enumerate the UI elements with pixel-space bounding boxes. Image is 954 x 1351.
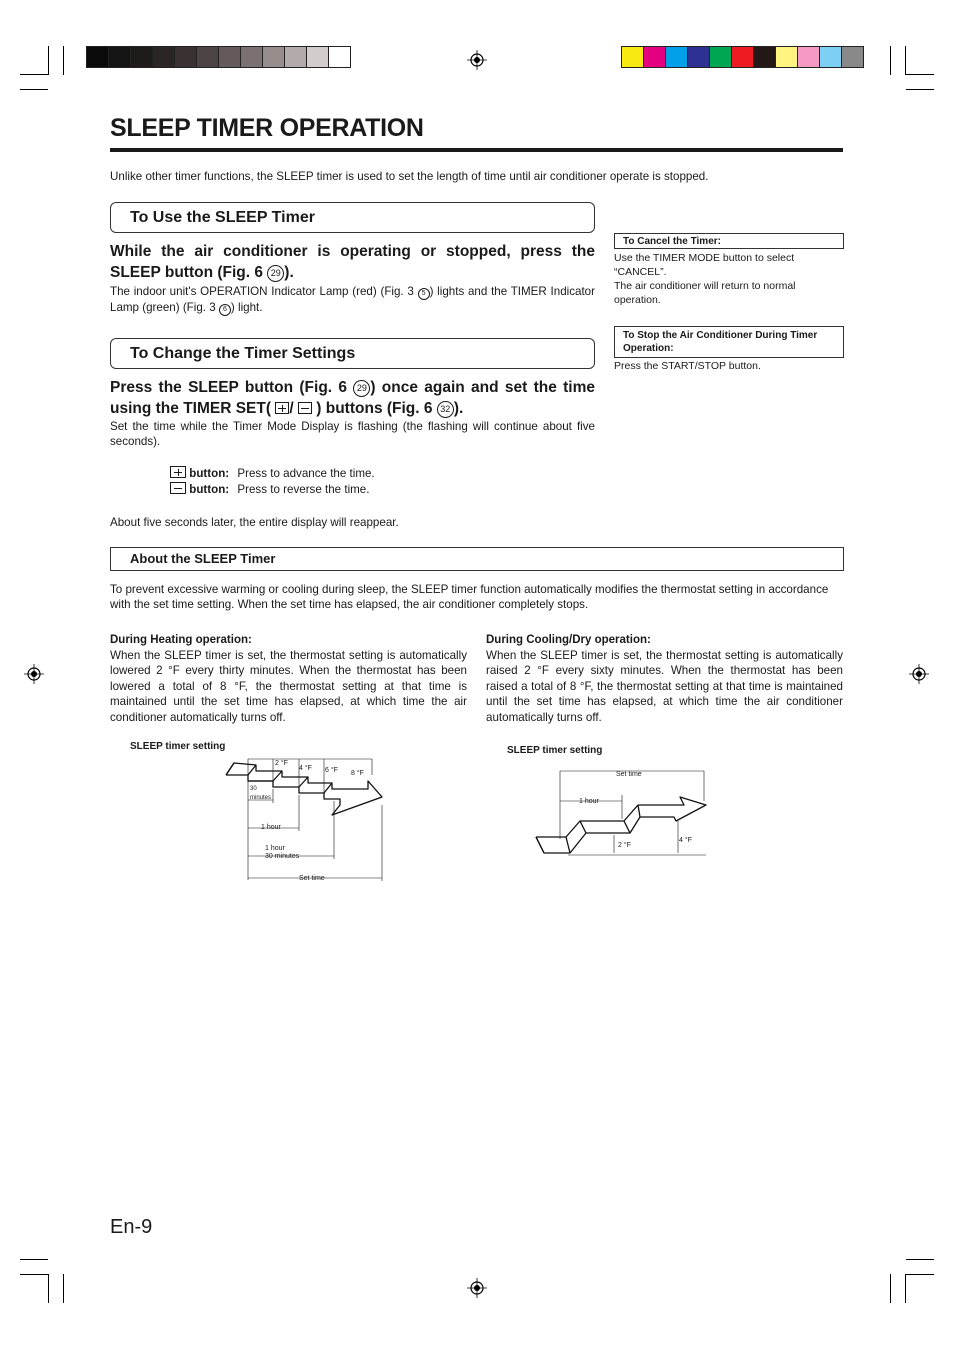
color-swatch [666, 47, 688, 67]
section-heading-text: About the SLEEP Timer [130, 551, 276, 566]
crop-mark [906, 74, 934, 75]
button-desc: Press to advance the time. [237, 467, 375, 480]
plus-icon [275, 402, 289, 414]
section-heading-text: To Use the SLEEP Timer [130, 209, 315, 226]
cooling-diagram-title: SLEEP timer setting [507, 745, 603, 756]
crop-mark [905, 46, 906, 75]
minus-button-explanation [170, 482, 369, 497]
crop-mark [890, 1274, 891, 1303]
color-swatch [732, 47, 754, 67]
description-text: The indoor unit's OPERATION Indicator Lamp (red) (Fig. 3 [110, 285, 418, 298]
use-timer-instruction [110, 241, 595, 283]
section-heading-use-sleep-timer [110, 202, 595, 233]
diagram-label: Set time [299, 875, 325, 882]
crop-mark [63, 1274, 64, 1303]
instruction-text: ). [284, 264, 294, 281]
color-swatch [175, 47, 197, 67]
crop-mark [48, 1274, 49, 1303]
diagram-label: 2 °F [618, 842, 631, 849]
figure-number-badge: 29 [353, 380, 370, 397]
crop-mark [890, 46, 891, 75]
button-label: button: [189, 467, 230, 480]
color-swatch [109, 47, 131, 67]
crop-mark [906, 1274, 934, 1275]
color-swatch [131, 47, 153, 67]
instruction-text: / [289, 400, 298, 417]
cancel-line: The air conditioner will return to normal operation. [614, 280, 796, 306]
heating-heading: During Heating operation: [110, 634, 252, 646]
crop-mark [906, 89, 934, 90]
crop-mark [905, 1274, 906, 1303]
cancel-timer-text [614, 251, 844, 307]
color-swatch [197, 47, 219, 67]
page-number: En-9 [110, 1216, 153, 1238]
cooling-sleep-timer-diagram [530, 765, 720, 865]
crop-mark [20, 1259, 48, 1260]
diagram-label: minutes [250, 795, 272, 801]
description-text: ) lights and the TIMER Indicator Lamp (green) (Fig. 3 [110, 285, 595, 314]
plus-icon [170, 466, 186, 478]
crop-mark [906, 1259, 934, 1260]
section-heading-change-settings [110, 338, 595, 369]
color-swatch [87, 47, 109, 67]
color-swatch [820, 47, 842, 67]
crop-mark [20, 89, 48, 90]
minus-icon [298, 402, 312, 414]
heating-sleep-timer-diagram [220, 755, 390, 885]
color-swatch [644, 47, 666, 67]
color-swatch [241, 47, 263, 67]
color-swatch [285, 47, 307, 67]
change-settings-description: Set the time while the Timer Mode Display is flashing (the flashing will continue about five seconds). [110, 420, 595, 448]
diagram-label: 30 minutes [265, 853, 300, 860]
registration-mark-icon [909, 664, 929, 684]
intro-text: Unlike other timer functions, the SLEEP timer is used to set the length of time until air conditioner operate is stopped. [110, 170, 709, 183]
display-reappear-note: About five seconds later, the entire display will reappear. [110, 516, 399, 529]
color-swatch [798, 47, 820, 67]
color-swatch [842, 47, 863, 67]
crop-mark [20, 1274, 48, 1275]
color-swatch [307, 47, 329, 67]
crop-mark [20, 74, 48, 75]
cooling-column [486, 633, 843, 725]
section-heading-about-sleep-timer [110, 547, 844, 571]
change-settings-instruction [110, 377, 595, 419]
about-text: To prevent excessive warming or cooling during sleep, the SLEEP timer function automatically modifies the thermostat setting in accordance with the set time setting. When the set time has elapsed, the air conditioner completely stops. [110, 583, 829, 611]
crop-mark [63, 46, 64, 75]
registration-mark-icon [24, 664, 44, 684]
color-swatch [263, 47, 285, 67]
figure-number-badge: 29 [267, 265, 284, 282]
diagram-label: Set time [616, 771, 642, 778]
color-swatch [329, 47, 350, 67]
registration-mark-icon [467, 1278, 487, 1298]
process-color-bar [621, 46, 864, 68]
minus-icon [170, 482, 186, 494]
stop-ac-heading: To Stop the Air Conditioner During Timer Operation: [614, 326, 844, 358]
diagram-label: 2 °F [275, 760, 288, 767]
color-swatch [776, 47, 798, 67]
color-swatch [688, 47, 710, 67]
color-swatch [153, 47, 175, 67]
heating-column [110, 633, 467, 725]
stop-ac-text: Press the START/STOP button. [614, 360, 761, 372]
heating-text: When the SLEEP timer is set, the thermostat setting is automatically lowered 2 °F every thirty minutes. When the thermostat has been lowered a total of 8 °F, the thermostat setting at that time is maintained until the set time has elapsed, at which time the air conditioner automatically turns off. [110, 649, 467, 724]
instruction-text: ) once again and set the time using the TIMER SET( [110, 379, 595, 417]
diagram-label: 6 °F [325, 767, 338, 774]
color-swatch [622, 47, 644, 67]
diagram-label: 1 hour [579, 798, 599, 805]
registration-mark-icon [467, 50, 487, 70]
cooling-text: When the SLEEP timer is set, the thermostat setting is automatically raised 2 °F every sixty minutes. When the thermostat has been raised a total of 8 °F, the thermostat setting at that time is maintained until the set time has elapsed, at which time the air conditioner automatically turns off. [486, 649, 843, 724]
figure-number-badge: 6 [219, 304, 231, 316]
section-heading-text: To Change the Timer Settings [130, 345, 356, 362]
color-swatch [710, 47, 732, 67]
diagram-label: 4 °F [299, 765, 312, 772]
title-rule [110, 148, 843, 152]
instruction-text: ). [453, 400, 464, 417]
instruction-text: ) buttons (Fig. 6 [311, 400, 437, 417]
cancel-line: Use the TIMER MODE button to select “CANCEL”. [614, 252, 795, 278]
instruction-text: While the air conditioner is operating or stopped, press the SLEEP button (Fig. 6 [110, 243, 595, 281]
figure-number-badge: 32 [437, 401, 454, 418]
use-timer-description [110, 284, 595, 316]
crop-mark [48, 46, 49, 75]
button-desc: Press to reverse the time. [237, 483, 370, 496]
plus-button-explanation [170, 466, 375, 481]
cooling-heading: During Cooling/Dry operation: [486, 634, 651, 646]
button-label: button: [189, 483, 230, 496]
grayscale-color-bar [86, 46, 351, 68]
color-swatch [754, 47, 776, 67]
page-title: SLEEP TIMER OPERATION [110, 114, 424, 142]
heating-diagram-title: SLEEP timer setting [130, 741, 226, 752]
color-swatch [219, 47, 241, 67]
cancel-timer-heading: To Cancel the Timer: [614, 233, 844, 249]
instruction-text: Press the SLEEP button (Fig. 6 [110, 379, 354, 396]
figure-number-badge: 5 [418, 288, 430, 300]
diagram-label: 8 °F [351, 770, 364, 777]
description-text: ) light. [230, 301, 263, 314]
diagram-label: 1 hour [265, 845, 285, 852]
diagram-label: 30 [250, 786, 257, 792]
diagram-label: 4 °F [679, 837, 692, 844]
diagram-label: 1 hour [261, 824, 281, 831]
